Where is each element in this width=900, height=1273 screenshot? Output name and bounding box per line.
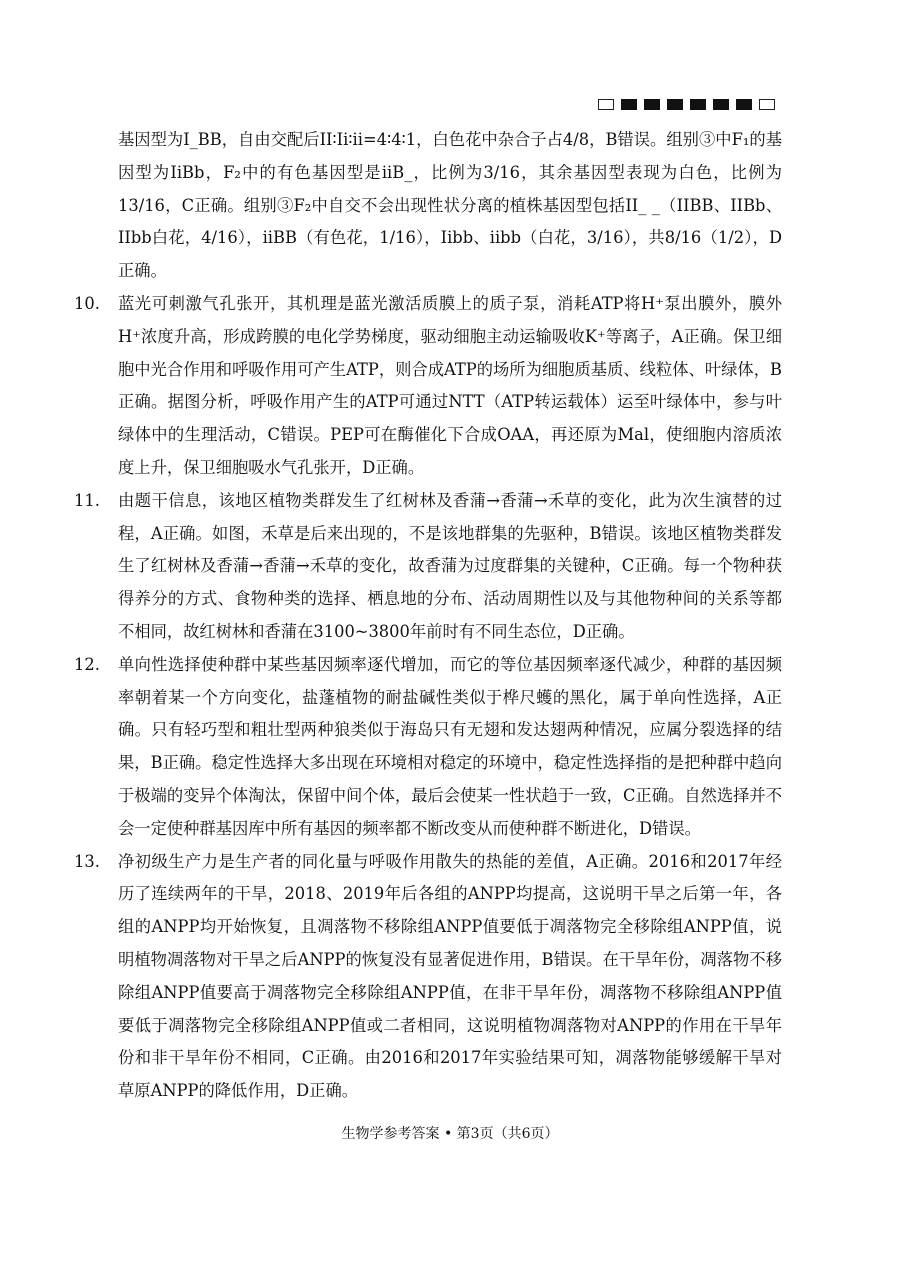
marker-filled-box bbox=[736, 99, 752, 110]
page-footer: 生物学参考答案 • 第3页（共6页） bbox=[341, 1126, 559, 1142]
question-number: 13. bbox=[74, 851, 100, 871]
answer-11 bbox=[74, 485, 782, 649]
marker-open-box bbox=[598, 99, 614, 110]
answer-text: 单向性选择使种群中某些基因频率逐代增加，而它的等位基因频率逐代减少，种群的基因频率朝着某一个方向变化，盐蓬植物的耐盐碱性类似于桦尺蠖的黑化，属于单向性选择，A正确。只有轻巧型和粗壮型两种狼类似于海岛只有无翅和发达翅两种情况，应属分裂选择的结果，B正确。稳定性选择大多出现在环境相对稳定的环境中，稳定性选择指的是把种群中趋向于极端的变异个体淘汰，保留中间个体，最后会使某一性状趋于一致，C正确。自然选择并不会一定使种群基因库中所有基因的频率都不断改变从而使种群不断进化，D错误。 bbox=[118, 654, 782, 838]
question-number: 12. bbox=[74, 654, 100, 674]
answer-10 bbox=[74, 288, 782, 485]
answer-12 bbox=[74, 649, 782, 846]
answer-text: 基因型为I_BB，自由交配后II∶Ii∶ii=4∶4∶1，白色花中杂合子占4/8，B错误。组别③中F₁的基因型为IiBb，F₂中的有色基因型是iiB_，比例为3/16，其余基因型表现为白色，比例为13/16，C正确。组别③F₂中自交不会出现性状分离的植株基因型包括II_ _（IIBB、IIBb、IIbb白花，4/16），iiBB（有色花，1/16），Iibb、iibb（白花，3/16），共8/16（1/2），D正确。 bbox=[118, 130, 782, 281]
question-number: 10. bbox=[74, 293, 100, 313]
answer-text: 净初级生产力是生产者的同化量与呼吸作用散失的热能的差值，A正确。2016和2017年经历了连续两年的干旱，2018、2019年后各组的ANPP均提高，这说明干旱之后第一年，各组的ANPP均开始恢复，且凋落物不移除组ANPP值要低于凋落物完全移除组ANPP值，说明植物凋落物对干旱之后ANPP的恢复没有显著促进作用，B错误。在干旱年份，凋落物不移除组ANPP值要高于凋落物完全移除组ANPP值，在非干旱年份，凋落物不移除组ANPP值要低于凋落物完全移除组ANPP值或二者相同，这说明植物凋落物对ANPP的作用在干旱年份和非干旱年份不相同，C正确。由2016和2017年实验结果可知，凋落物能够缓解干旱对草原ANPP的降低作用，D正确。 bbox=[118, 851, 782, 1101]
marker-filled-box bbox=[713, 99, 729, 110]
marker-filled-box bbox=[644, 99, 660, 110]
answer-body bbox=[74, 124, 782, 1108]
answer-9-continuation bbox=[118, 124, 782, 288]
question-number: 11. bbox=[74, 490, 100, 510]
page-marker bbox=[598, 99, 775, 110]
marker-open-box bbox=[759, 99, 775, 110]
marker-filled-box bbox=[690, 99, 706, 110]
answer-text: 由题干信息，该地区植物类群发生了红树林及香蒲→香蒲→禾草的变化，此为次生演替的过程，A正确。如图，禾草是后来出现的，不是该地群集的先驱种，B错误。该地区植物类群发生了红树林及香蒲→香蒲→禾草的变化，故香蒲为过度群集的关键种，C正确。每一个物种获得养分的方式、食物种类的选择、栖息地的分布、活动周期性以及与其他物种间的关系等都不相同，故红树林和香蒲在3100~3800年前时有不同生态位，D正确。 bbox=[118, 490, 782, 641]
answer-13 bbox=[74, 846, 782, 1108]
marker-filled-box bbox=[621, 99, 637, 110]
marker-filled-box bbox=[667, 99, 683, 110]
answer-text: 蓝光可刺激气孔张开，其机理是蓝光激活质膜上的质子泵，消耗ATP将H⁺泵出膜外，膜外H⁺浓度升高，形成跨膜的电化学势梯度，驱动细胞主动运输吸收K⁺等离子，A正确。保卫细胞中光合作用和呼吸作用可产生ATP，则合成ATP的场所为细胞质基质、线粒体、叶绿体，B正确。据图分析，呼吸作用产生的ATP可通过NTT（ATP转运载体）运至叶绿体中，参与叶绿体中的生理活动，C错误。PEP可在酶催化下合成OAA，再还原为Mal，使细胞内溶质浓度上升，保卫细胞吸水气孔张开，D正确。 bbox=[118, 293, 782, 477]
